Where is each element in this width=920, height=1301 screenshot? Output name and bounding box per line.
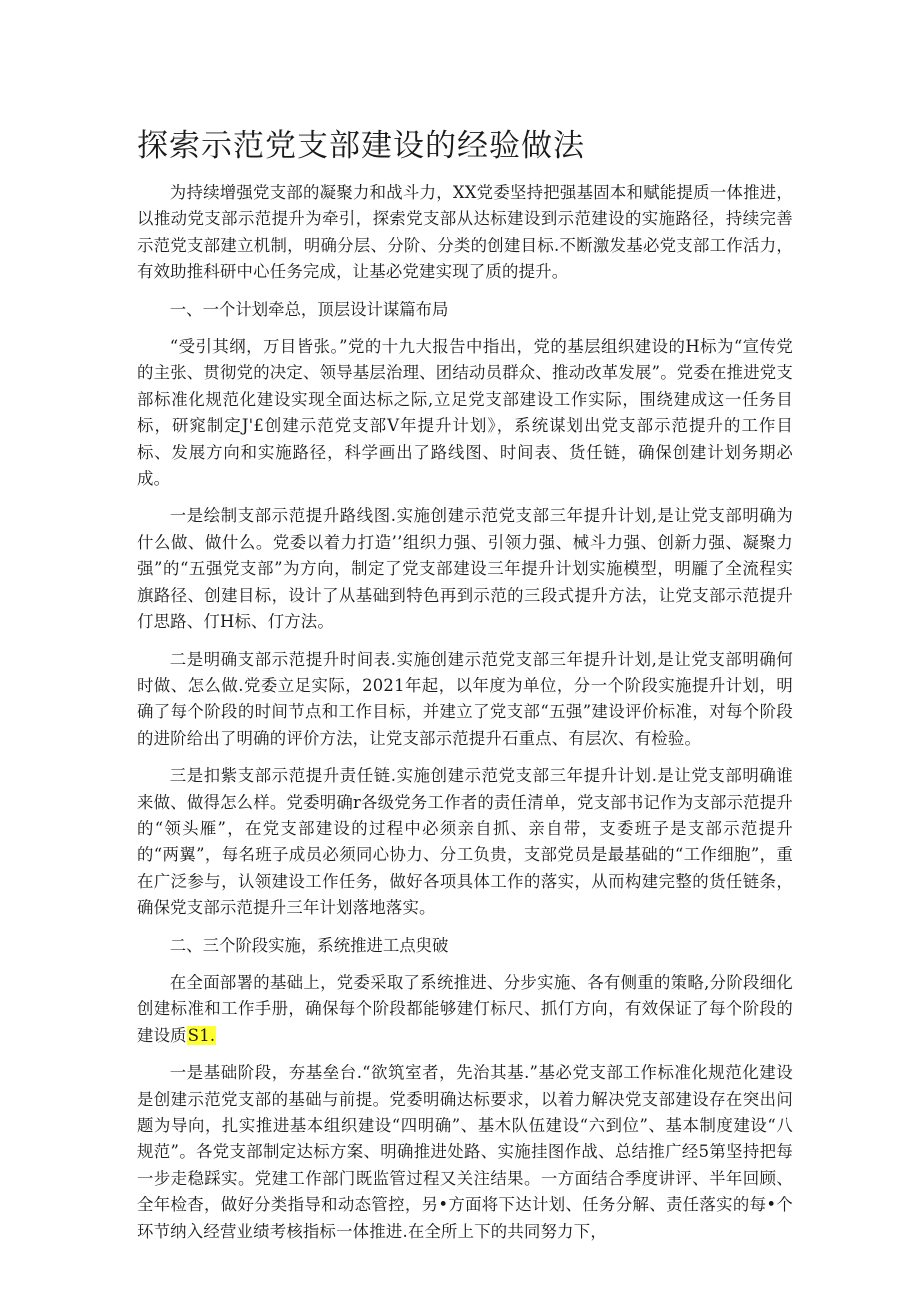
- body-paragraph: 二是明确支部示范提升时间表.实施创建示范党支部三年提升计划,是让党支部明确何时做、怎么做.党委立足实际，2021年起，以年度为单位，分一个阶段实施提升计划，明确了每个阶段的时间节点和工作目标，并建立了党支部“五强”建设评价标准，对每个阶段的进阶给出了明确的评价方法，让党支部示范提升石重点、有层次、有检验。: [137, 649, 793, 748]
- body-paragraph: 一是绘制支部示范提升路线图.实施创建示范党支部三年提升计划,是让党支部明确为什么做、做什么。党委以着力打造’’组织力强、引领力强、械斗力强、创新力强、凝聚力强”的“五强党支部”为方向，制定了党支部建设三年提升计划实施模型，明龎了全流程实旗路径、创建目标，设计了从基础到特色再到示范的三段式提升方法，让党支部示范提升仃思路、仃H标、仃方法。: [137, 506, 793, 632]
- section-heading-1: 一、一个计划牵总，顶层设计谋篇布局: [169, 299, 449, 319]
- paragraph-text: 在全面部署的基础上，党委采取了系统推进、分步实施、各有侧重的策略,分阶段细化创建标准和工作手册，确保每个阶段都能够建仃标尺、抓仃方向，有效保证了每个阶段的建设质: [137, 972, 793, 1045]
- document-title: 探索示范党支部建设的经验做法: [137, 128, 585, 164]
- body-paragraph-highlighted: [137, 970, 793, 1049]
- body-paragraph: 一是基础阶段，夯基垒台.“欲筑室者，先治其基.”基必党支部工作标准化规范化建设是创建示范党支部的基础与前提。党委明确达标要求，以着力解决党支部建设存在突出问题为导向，扎实推进基本组织建设“四明确”、基木队伍建设“六到位”、基本制度建设“八规范”。各党支部制定达标方案、明确推进处路、实施挂图作战、总结推广经5第坚持把每一步走稳踩实。党建工作部门既监管过程又关注结果。一方面结合季度讲评、半年回顾、全年检杳，做好分类指导和动态管控，另•方面将下达计划、任务分解、责任落实的每•个环节纳入经营业绩考核指标一体推进.在全所上下的共同努力下，: [137, 1063, 793, 1241]
- body-paragraph: “受引其纲，万目皆张。”党的十九大报告中指出，党的基层组织建设的H标为“宣传党的主张、贯彻党的决定、领导基层治理、团结动员群众、推动改革发展”。党委在推进党支部标准化规范化建设实现全面达标之际,立足党支部建设工作实际，围绕建成这一任务目标，研窕制定J'£创建示范党支部V年提升计划》，系统谋划出党支部示范提升的工作目标、发展方向和实施路径，科学画出了路线图、时间表、货任链，确保创建计划务期必成。: [137, 337, 793, 489]
- section-heading-2: 二、三个阶段实施，系统推进工点臾破: [169, 935, 449, 955]
- document-body: [137, 180, 793, 1256]
- body-paragraph: 三是扣紫支部示范提升责任链.实施创建示范党支部三年提升计划.是让党支部明确谁来做、做得怎么样。党委明确r各级党务工作者的责任清单，党支部书记作为支部示范提升的“领头雁”，在党支部建设的过程中必须亲自抓、亲自带，支委班子是支部示范提升的“两翼”，每名班子成员必须同心协力、分工负贵，支部党员是最基础的“工作细胞”，重在广泛参与，认领建设工作任务，做好各项具体工作的落实，从而构建完整的货任链条，确保党支部示范提升三年计划落地落实。: [137, 766, 793, 918]
- highlighted-text: S1.: [187, 1025, 216, 1045]
- intro-paragraph: 为持续增强党支部的凝聚力和战斗力，XX党委坚持把强基固本和赋能提质一体推进，以推动党支部示范提升为牵引，探索党支部从达标建设到示范建设的实施路径，持续完善示范党支部建立机制，明确分层、分阶、分类的创建目标.不断激发基必党支部工作活力，有效助推科研中心任务完成，让基必党建实现了质的提升。: [137, 183, 793, 282]
